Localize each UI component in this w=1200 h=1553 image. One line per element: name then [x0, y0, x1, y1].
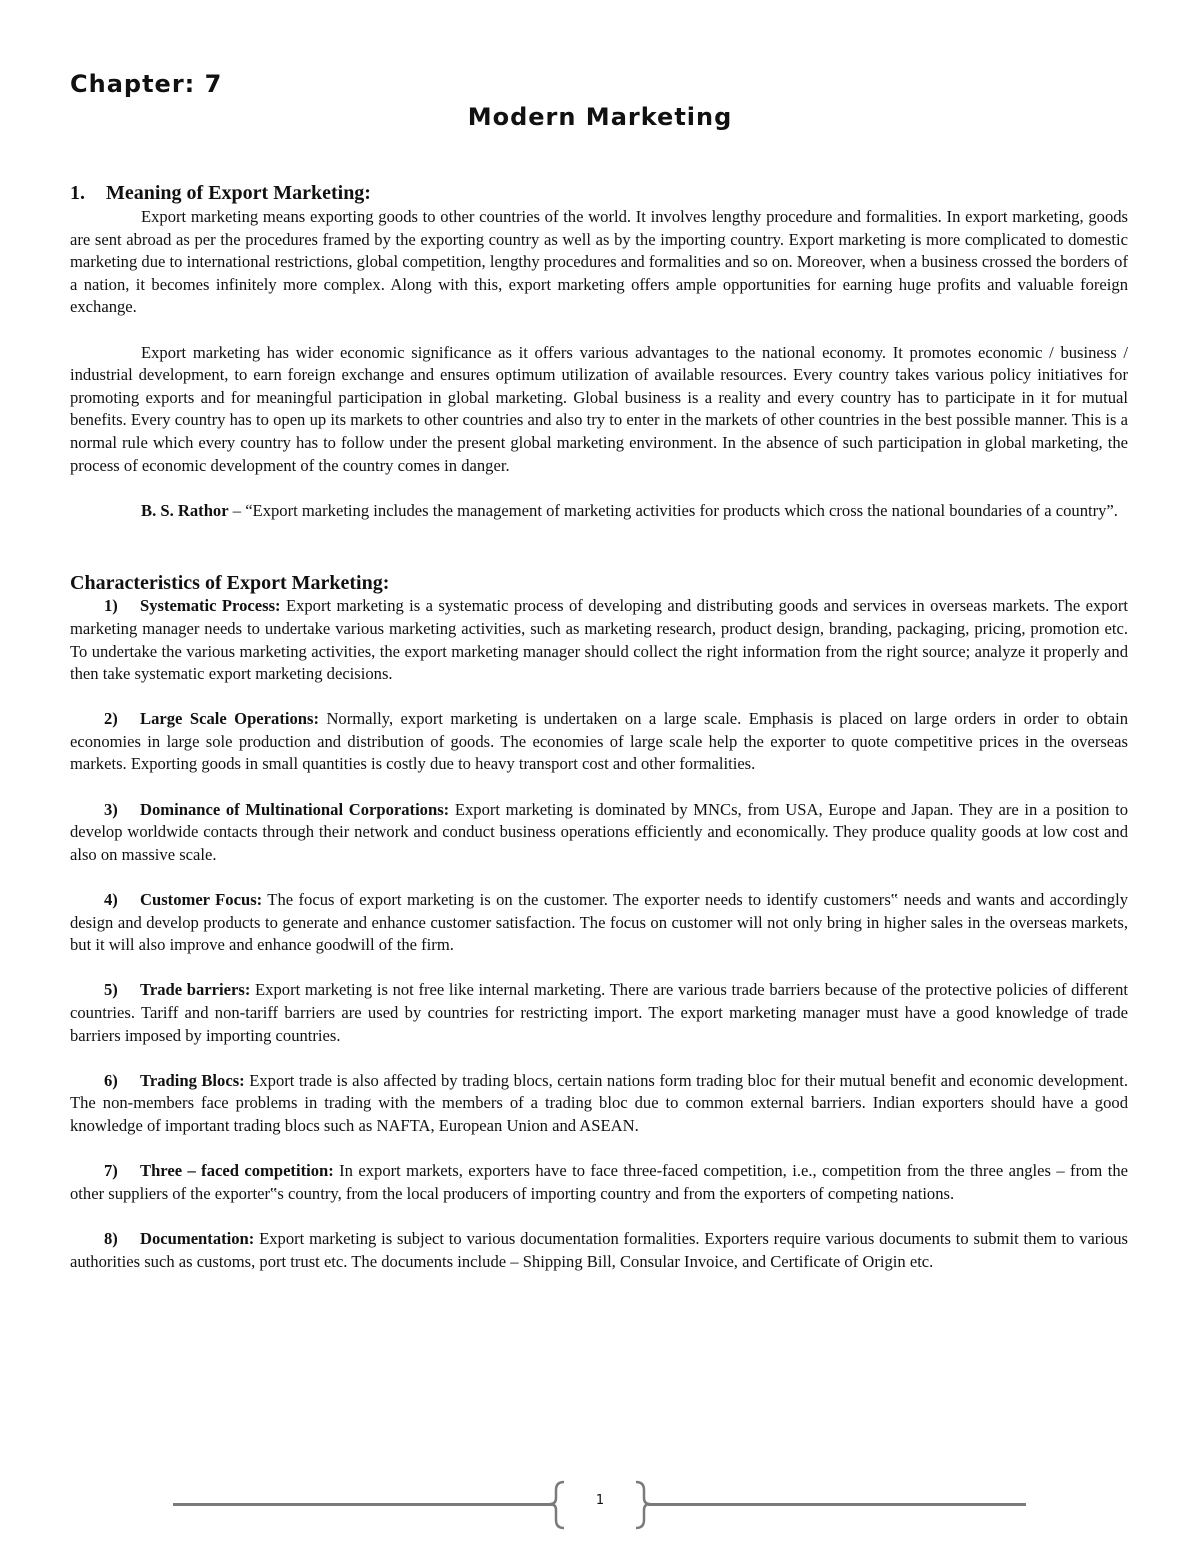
section-number: 1.	[70, 182, 85, 204]
quote-text: – “Export marketing includes the management of marketing activities for products which cross the national boundaries of a country”.	[228, 500, 1118, 520]
item-lead: Three – faced competition:	[140, 1161, 334, 1181]
item-lead: Customer Focus:	[140, 890, 263, 910]
item-text: Export marketing is a systematic process of developing and distributing goods and services in overseas markets. The export marketing manager needs to undertake various marketing activities, such as marketing research, product design, branding, packaging, pricing, promotion etc. To undertake the various marketing activities, the export marketing manager should collect the right information from the right source; analyze it properly and then take systematic export marketing decisions.	[70, 596, 1128, 684]
list-item	[70, 708, 1128, 776]
footer-rule-left	[173, 1503, 553, 1506]
quote-author: B. S. Rathor	[141, 500, 229, 520]
item-text: In export markets, exporters have to face three-faced competition, i.e., competition from the three angles – from the other suppliers of the exporter‟s country, from the local producers of importing country and from the exporters of competing nations.	[70, 1161, 1128, 1203]
list-item	[70, 1070, 1128, 1138]
item-lead: Dominance of Multinational Corporations:	[140, 799, 450, 819]
item-lead: Systematic Process:	[140, 596, 281, 616]
footer-rule-right	[648, 1503, 1026, 1506]
section-heading-text: Meaning of Export Marketing:	[106, 182, 371, 204]
item-lead: Large Scale Operations:	[140, 709, 319, 729]
list-item	[70, 799, 1128, 867]
item-text: Export marketing is dominated by MNCs, from USA, Europe and Japan. They are in a position to develop worldwide contacts through their network and conduct business operations efficiently and economically. They produce quality goods at low cost and also on massive scale.	[70, 799, 1128, 864]
definition-quote	[70, 500, 1128, 523]
item-number: 5)	[104, 980, 118, 1000]
list-item	[70, 1160, 1128, 1205]
paragraph-meaning-2: Export marketing has wider economic significance as it offers various advantages to the national economy. It promotes economic / business / industrial development, to earn foreign exchange and ensures optimum utilization of available resources. Every country takes various policy initiatives for promoting exports and for meaningful participation in global marketing. Global business is a reality and every country has to participate in it for mutual benefits. Every country has to open up its markets to other countries and also try to enter in the markets of other countries in the best possible manner. This is a normal rule which every country has to follow under the present global marketing environment. In the absence of such participation in global marketing, the process of economic development of the country comes in danger.	[70, 342, 1128, 475]
list-item	[70, 889, 1128, 957]
list-item	[70, 979, 1128, 1047]
page-number: 1	[595, 1493, 605, 1508]
item-number: 8)	[104, 1228, 118, 1248]
section-heading	[70, 180, 1128, 206]
item-lead: Trade barriers:	[140, 980, 251, 1000]
item-number: 6)	[104, 1070, 118, 1090]
item-number: 2)	[104, 709, 118, 729]
item-lead: Documentation:	[140, 1228, 255, 1248]
page-footer	[0, 1478, 1200, 1532]
item-text: Export marketing is subject to various documentation formalities. Exporters require various documents to submit them to various authorities such as customs, port trust etc. The documents include – Shipping Bill, Consular Invoice, and Certificate of Origin etc.	[70, 1228, 1128, 1271]
item-text: Export trade is also affected by trading blocs, certain nations form trading bloc for their mutual benefit and economic development. The non-members face problems in trading with the members of a trading bloc due to common external barriers. Indian exporters should have a good knowledge of important trading blocs such as NAFTA, European Union and ASEAN.	[70, 1070, 1128, 1135]
item-text: The focus of export marketing is on the customer. The exporter needs to identify customers‟ needs and wants and accordingly design and develop products to generate and enhance customer satisfaction. The focus on customer will not only bring in higher sales in the overseas markets, but it will also improve and enhance goodwill of the firm.	[70, 890, 1129, 955]
item-number: 4)	[104, 890, 118, 910]
item-lead: Trading Blocs:	[140, 1070, 245, 1090]
list-item	[70, 595, 1128, 685]
characteristics-heading: Characteristics of Export Marketing:	[70, 572, 390, 595]
chapter-label: Chapter: 7	[70, 70, 223, 98]
item-text: Export marketing is not free like internal marketing. There are various trade barriers because of the protective policies of different countries. Tariff and non-tariff barriers are used by countries for restricting import. The export marketing manager must have a good knowledge of trade barriers imposed by importing countries.	[70, 980, 1128, 1045]
list-item	[70, 1228, 1128, 1273]
item-text: Normally, export marketing is undertaken on a large scale. Emphasis is placed on large orders in order to obtain economies in large sole production and distribution of goods. The economies of large scale help the exporter to quote competitive prices in the overseas markets. Exporting goods in small quantities is costly due to heavy transport cost and other formalities.	[70, 709, 1128, 774]
item-number: 7)	[104, 1161, 118, 1181]
item-number: 3)	[104, 799, 118, 819]
paragraph-meaning-1: Export marketing means exporting goods to other countries of the world. It involves lengthy procedure and formalities. In export marketing, goods are sent abroad as per the procedures framed by the exporting country as well as by the importing country. Export marketing is more complicated to domestic marketing due to international restrictions, global competition, lengthy procedures and formalities and so on. Moreover, when a business crossed the borders of a nation, it becomes infinitely more complex. Along with this, export marketing offers ample opportunities for earning huge profits and valuable foreign exchange.	[70, 207, 1128, 317]
document-body	[70, 180, 1128, 1273]
page-title: Modern Marketing	[467, 103, 733, 131]
item-number: 1)	[104, 596, 118, 616]
